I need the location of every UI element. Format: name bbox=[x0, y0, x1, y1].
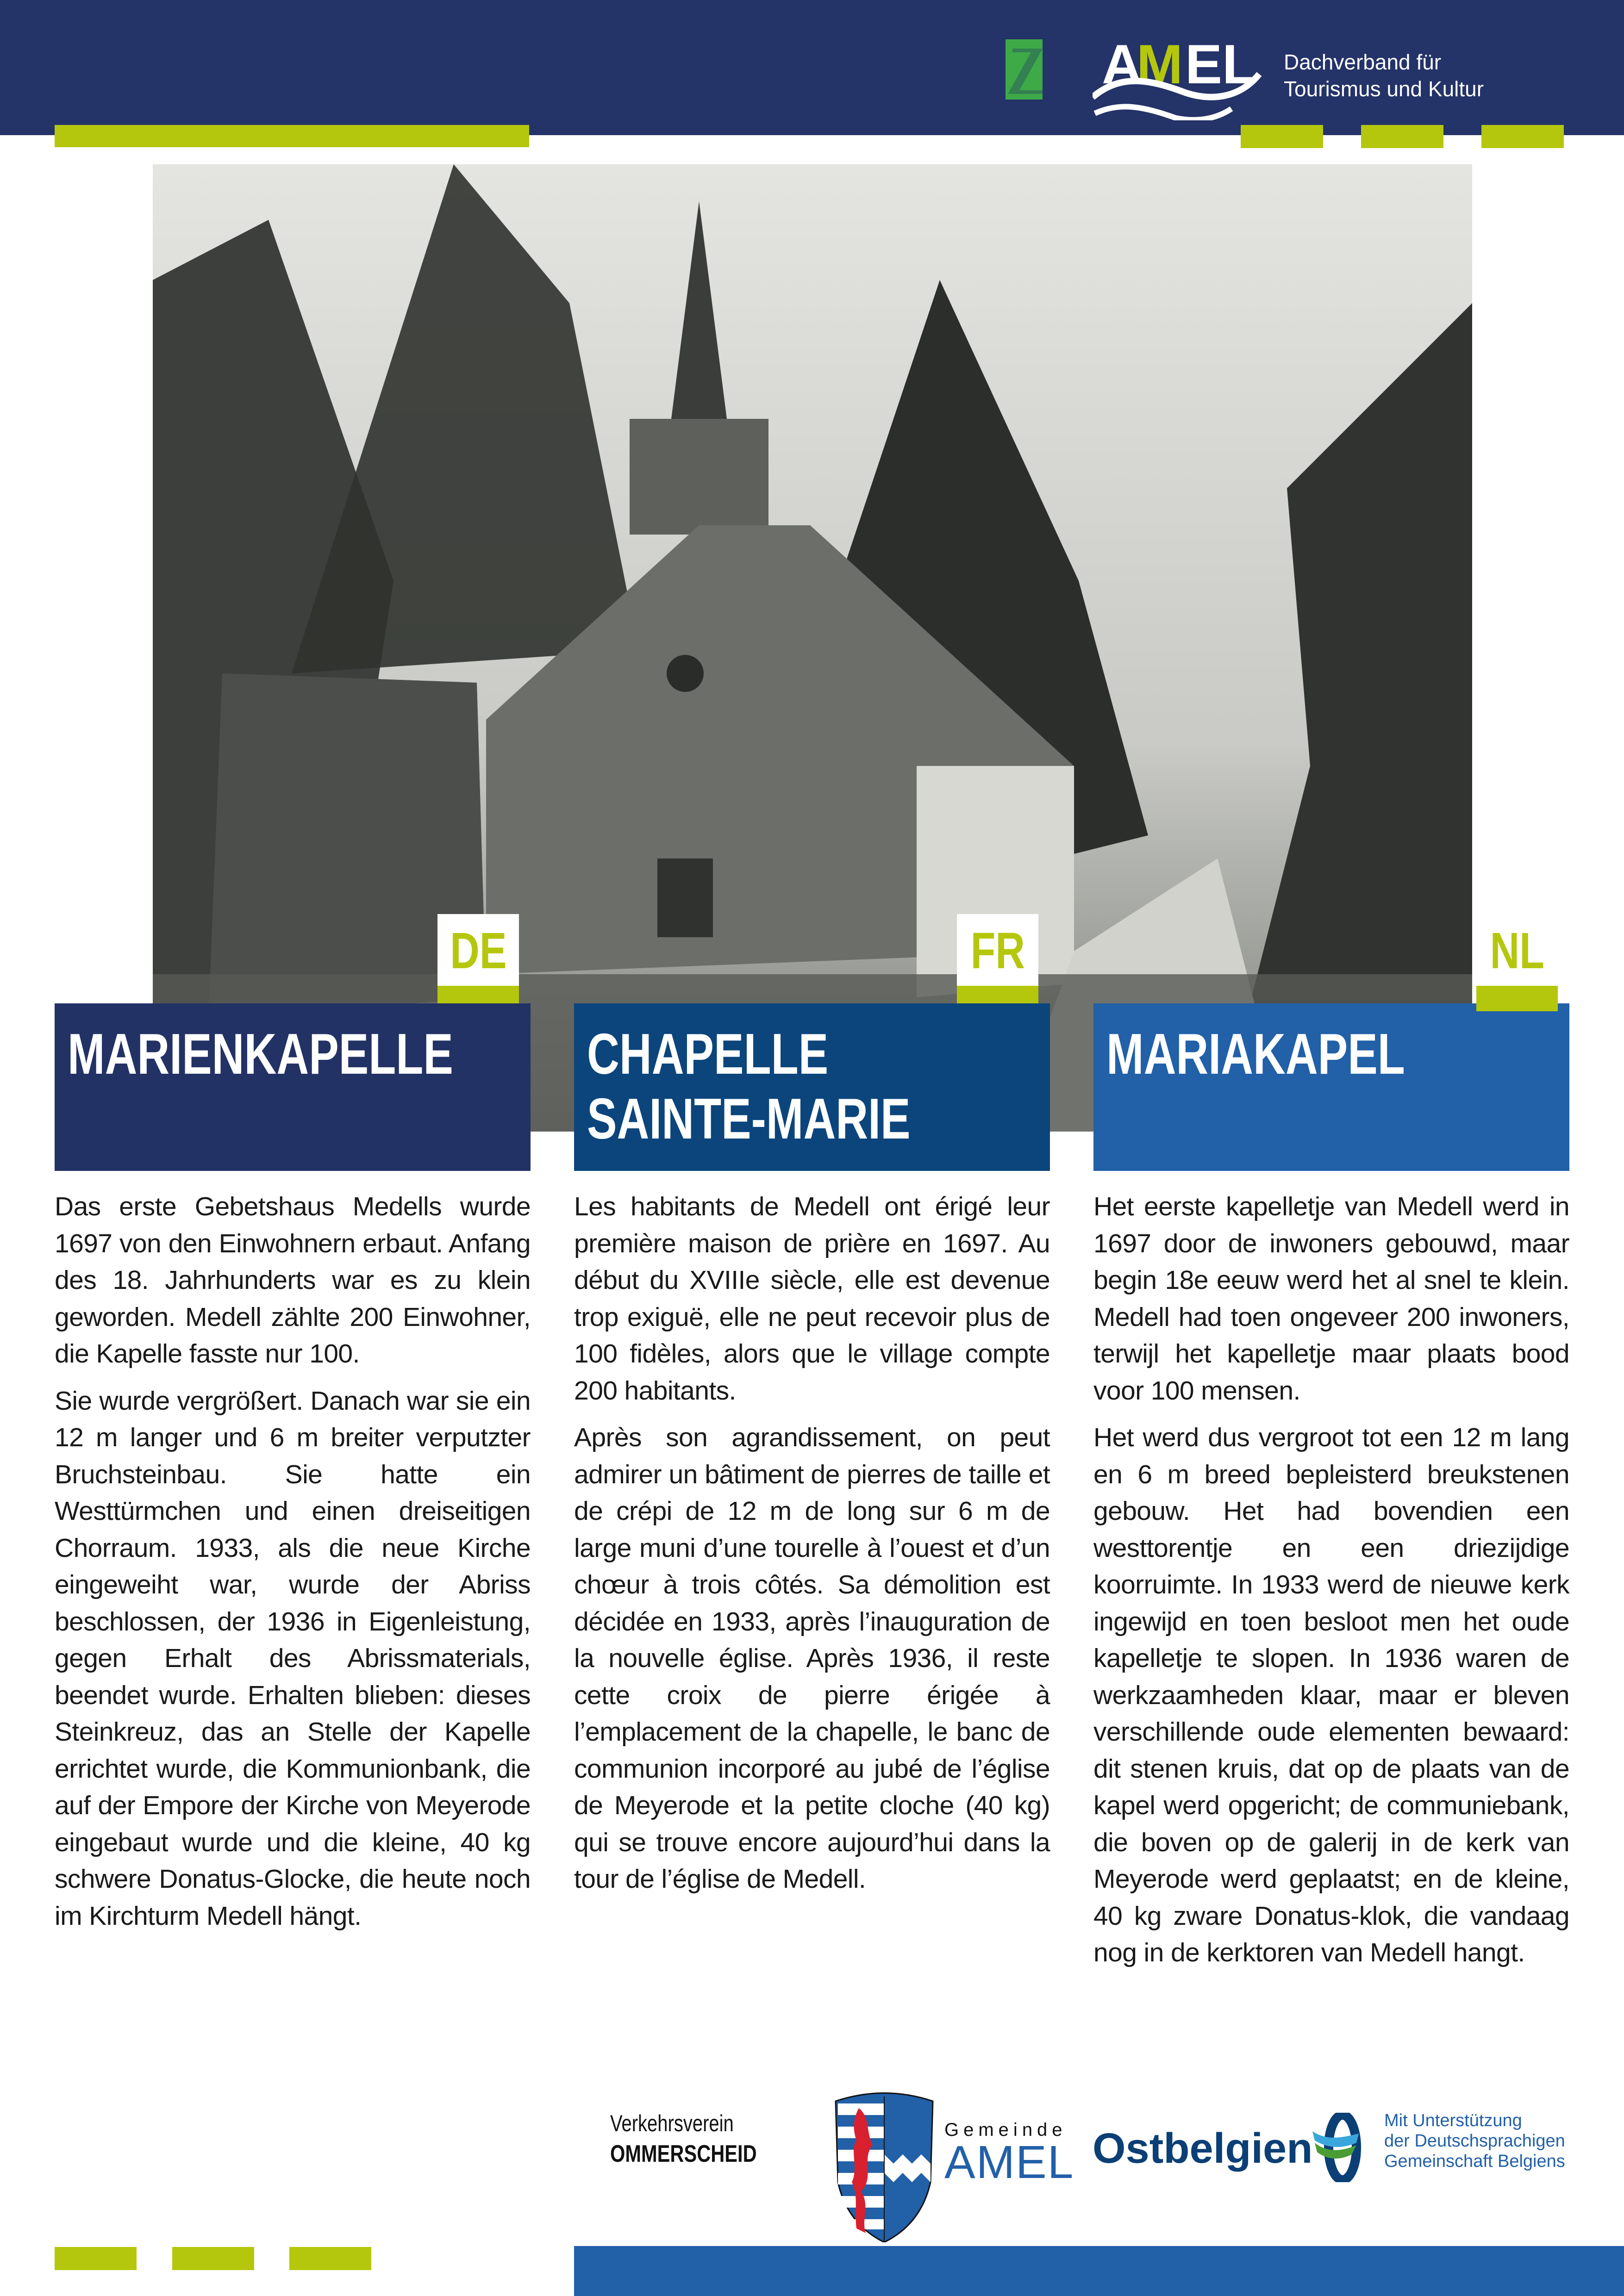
accent-square bbox=[172, 2247, 254, 2270]
paragraph: Het werd dus vergroot tot een 12 m lang en 6 m breed bepleisterd breukstenen gebouw. Het had bovendien een westtorentje en een driezijdige koorruimte. In 1933 werd de nieuwe kerk ingewijd en toen besloot men het oude kapelletje te slopen. In 1936 waren de werkzaamheden klaar, maar er bleven verschillende oude elementen bewaard: dit stenen kruis, dat op de plaats van de kapel werd opgericht; de communiebank, die boven op de galerij in de kerk van Meyerode werd geplaatst; en de kleine, 40 kg zware Donatus-klok, die vandaag nog in de kerktoren van Medell hangt. bbox=[1093, 1423, 1569, 1967]
support-line: Gemeinschaft Belgiens bbox=[1384, 2152, 1565, 2171]
amel-logo-text: A bbox=[1102, 33, 1142, 95]
amel-coat-of-arms-icon bbox=[833, 2090, 935, 2242]
title-box-de bbox=[55, 1003, 531, 1171]
logo-text: Verkehrsverein bbox=[610, 2110, 734, 2136]
section-title: MARIAKAPEL bbox=[1106, 1022, 1405, 1086]
accent-square bbox=[1476, 1003, 1558, 1011]
support-line: der Deutschsprachigen bbox=[1384, 2131, 1565, 2151]
footer-bar bbox=[574, 2246, 1624, 2296]
language-tag-de: DE bbox=[437, 914, 519, 986]
amel-logo bbox=[1093, 28, 1278, 120]
svg-text:EL: EL bbox=[1185, 33, 1256, 95]
logo-text: OMMERSCHEID bbox=[610, 2140, 757, 2167]
accent-square bbox=[289, 2247, 371, 2270]
accent-bar bbox=[55, 125, 529, 147]
paragraph: Sie wurde vergrößert. Danach war sie ein 12 m langer und 6 m breiter verputzter Bruchsteinbau. Sie hatte ein Westtürmchen und einen dreiseitigen Chorraum. 1933, als die neue Kirche eingeweiht war, wurde der Abriss beschlossen, der 1936 in Eigenleistung, gegen Erhalt des Abrissmaterials, beendet wurde. Erhalten blieben: dieses Steinkreuz, das an Stelle der Kapelle errichtet wurde, die Kommunionbank, die auf der Empore der Kirche von Meyerode eingebaut wurde und die kleine, 40 kg schwere Donatus-Glocke, die heute noch im Kirchturm Medell hängt. bbox=[55, 1386, 531, 1931]
verkehrsverein-logo bbox=[610, 2108, 757, 2169]
accent-square bbox=[1241, 125, 1323, 148]
paragraph: Das erste Gebetshaus Medells wurde 1697 von den Einwohnern erbaut. Anfang des 18. Jahrhunderts war es zu klein geworden. Medell zählte 200 Einwohner, die Kapelle fasste nur 100. bbox=[55, 1192, 531, 1369]
vzs-logo bbox=[1006, 39, 1043, 100]
ostbelgien-mark-icon bbox=[1312, 2113, 1363, 2182]
title-box-nl bbox=[1093, 1003, 1569, 1171]
language-tag-nl: NL bbox=[1490, 922, 1544, 979]
text-column-nl bbox=[1093, 1188, 1569, 1982]
support-text bbox=[1384, 2110, 1565, 2172]
subtitle-line: Tourismus und Kultur bbox=[1284, 77, 1484, 101]
gemeinde-amel-label: AMEL bbox=[944, 2136, 1074, 2188]
title-box-fr bbox=[574, 1003, 1050, 1171]
accent-square bbox=[1481, 125, 1564, 148]
paragraph: Het eerste kapelletje van Medell werd in 1697 door de inwoners gebouwd, maar begin 18e eeuw werd het al snel te klein. Medell had toen ongeveer 200 inwoners, terwijl het kapelletje maar plaats bood voor 100 mensen. bbox=[1093, 1192, 1569, 1406]
section-title: CHAPELLE SAINTE-MARIE bbox=[587, 1022, 911, 1151]
text-column-de bbox=[55, 1188, 531, 1945]
svg-text:M: M bbox=[1137, 33, 1183, 95]
text-column-fr bbox=[574, 1188, 1050, 1908]
paragraph: Après son agrandissement, on peut admirer un bâtiment de pierres de taille et de crépi de 12 m de long sur 6 m de large muni d’une tourelle à l’ouest et d’un chœur à trois côtés. Sa démolition est décidée en 1933, après l’inauguration de la nouvelle église. Après 1936, il reste cette croix de pierre érigée à l’emplacement de la chapelle, le banc de communion incorporé au jubé de l’église de Meyerode et la petite cloche (40 kg) qui se trouve encore aujourd’hui dans la tour de l’église de Medell. bbox=[574, 1423, 1050, 1894]
gemeinde-label: Gemeinde bbox=[944, 2120, 1067, 2140]
header-subtitle bbox=[1284, 49, 1484, 102]
paragraph: Les habitants de Medell ont érigé leur première maison de prière en 1697. Au début du XVIIIe siècle, elle est devenue trop exiguë, elle ne peut recevoir plus de 100 fidèles, alors que le village compte 200 habitants. bbox=[574, 1192, 1050, 1406]
accent-square bbox=[1361, 125, 1443, 148]
language-tag-fr: FR bbox=[957, 914, 1038, 986]
ostbelgien-logo-text: Ostbelgien bbox=[1093, 2125, 1313, 2172]
support-line: Mit Unterstützung bbox=[1384, 2111, 1522, 2130]
accent-square bbox=[55, 2247, 137, 2270]
subtitle-line: Dachverband für bbox=[1284, 50, 1442, 74]
section-title: MARIENKAPELLE bbox=[68, 1022, 453, 1086]
historic-chapel-photo bbox=[153, 164, 1472, 1132]
